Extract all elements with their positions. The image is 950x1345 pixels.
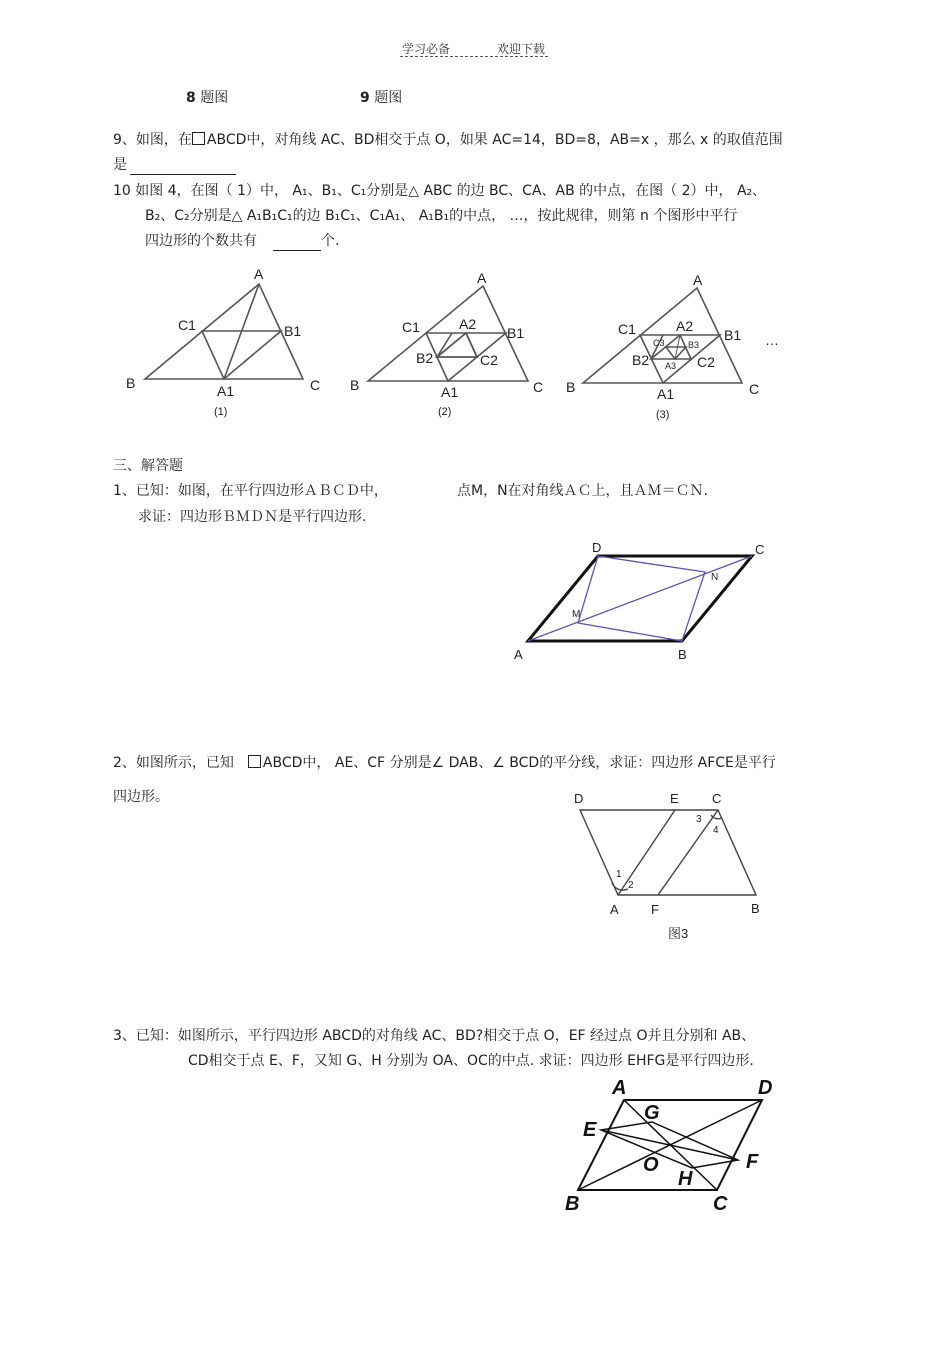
- p1-line1b: 点M，N在对角线ＡＣ上，且ＡＭ＝ＣＮ.: [457, 483, 709, 499]
- p1-label-N: N: [711, 572, 719, 583]
- q9-text-b: ABCD中，对角线 AC、BD相交于点 O，如果 AC=14，BD=8，AB=x ，那么 x 的取值范围: [206, 132, 783, 148]
- p1-line2: 求证：四边形ＢＭＤＮ是平行四边形.: [138, 509, 367, 525]
- p2-line2: 四边形。: [113, 789, 169, 805]
- p3-label-O: O: [643, 1154, 659, 1176]
- fig10-3-A1: A1: [657, 386, 675, 402]
- fig10-2-C2: C2: [480, 352, 498, 368]
- p3-label-E: E: [583, 1119, 597, 1141]
- p2-text-b: ABCD中， AE、CF 分别是∠ DAB、∠ BCD的平分线，求证：四边形 AFCE是平行: [262, 755, 776, 771]
- fig10-1-caption: (1): [214, 406, 228, 418]
- fig10-2-B: B: [350, 377, 360, 393]
- p2-label-C: C: [712, 791, 722, 806]
- fig10-3-B: B: [566, 379, 576, 395]
- p2-label-B: B: [751, 901, 760, 916]
- fig10-3-B2: B2: [632, 352, 650, 368]
- p1-line1a: 1、已知：如图，在平行四边形ＡＢＣＤ中，: [113, 483, 388, 499]
- fig10-3-C3: C3: [653, 338, 665, 348]
- p2-caption: 图3: [668, 926, 689, 941]
- p1-label-C: C: [755, 542, 765, 557]
- fig10-3-C: C: [749, 381, 760, 397]
- fig10-3-caption: (3): [656, 409, 670, 421]
- fig10-1-A: A: [254, 266, 264, 282]
- fig10-2-A1: A1: [441, 384, 459, 400]
- q9-text-l2: 是: [113, 157, 127, 173]
- fig10-2-A: A: [477, 270, 487, 286]
- p3-label-D: D: [758, 1077, 773, 1099]
- caption-fig8-num: 8: [186, 90, 196, 106]
- section3-title: 三、解答题: [113, 458, 183, 474]
- p2-label-A: A: [610, 902, 619, 917]
- p2-angle-4: 4: [713, 825, 719, 836]
- q10-line1: 10 如图 4，在图（ 1）中， A₁、B₁、C₁分别是△ ABC 的边 BC、CA、AB 的中点，在图（ 2）中， A₂、: [113, 183, 767, 199]
- q9-text-a: 9、如图，在: [113, 132, 192, 148]
- p3-label-A: A: [612, 1077, 627, 1099]
- fig10-2-B2: B2: [416, 350, 434, 366]
- header-right: 欢迎下载: [497, 42, 546, 56]
- p3-line1: 3、已知：如图所示，平行四边形 ABCD的对角线 AC、BD?相交于点 O，EF 经过点 O并且分别和 AB、: [113, 1028, 756, 1044]
- caption-fig9-num: 9: [360, 90, 370, 106]
- fig10-1-B1: B1: [284, 323, 302, 339]
- fig10-1-C1: C1: [178, 317, 196, 333]
- p1-label-D: D: [592, 540, 602, 555]
- p1-label-M: M: [572, 609, 581, 620]
- fig10-2-B1: B1: [507, 325, 525, 341]
- p2-text-a: 2、如图所示，已知: [113, 755, 234, 771]
- q10-line2: B₂、C₂分别是△ A₁B₁C₁的边 B₁C₁、C₁A₁、 A₁B₁的中点， …，按此规律，则第 n 个图形中平行: [145, 208, 738, 224]
- fig10-1-C: C: [310, 377, 321, 393]
- fig10-3-C2: C2: [697, 354, 715, 370]
- p1-label-B: B: [678, 647, 687, 662]
- p1-label-A: A: [514, 647, 523, 662]
- q10-text-b: 个.: [321, 233, 340, 249]
- p2-label-E: E: [670, 791, 679, 806]
- header-left: 学习必备: [402, 42, 451, 56]
- fig10-3-B3: B3: [688, 340, 700, 350]
- fig10-3-A3: A3: [665, 361, 677, 371]
- fig10-2-caption: (2): [438, 406, 452, 418]
- p3-label-F: F: [746, 1151, 759, 1173]
- fig10-1-B: B: [126, 375, 136, 391]
- fig10-3-C1: C1: [618, 321, 636, 337]
- fig10-3-A2: A2: [676, 318, 694, 334]
- fig10-3-A: A: [693, 272, 703, 288]
- fig10-ellipsis: …: [765, 332, 779, 348]
- p3-label-C: C: [713, 1193, 728, 1215]
- p2-label-F: F: [651, 902, 659, 917]
- p2-label-D: D: [574, 791, 584, 806]
- p3-label-G: G: [644, 1102, 660, 1124]
- caption-fig9-text: 题图: [374, 90, 403, 106]
- q10-text-a: 四边形的个数共有: [145, 233, 257, 249]
- fig10-2-A2: A2: [459, 316, 477, 332]
- fig10-1-A1: A1: [217, 383, 235, 399]
- p3-label-B: B: [565, 1193, 580, 1215]
- caption-fig8-text: 题图: [200, 90, 229, 106]
- p3-line2: CD相交于点 E、F，又知 G、H 分别为 OA、OC的中点. 求证：四边形 EHFG是平行四边形.: [188, 1053, 754, 1069]
- p2-angle-2: 2: [628, 880, 634, 891]
- p3-segment-ef: [601, 1130, 738, 1160]
- fig10-2-C: C: [533, 379, 544, 395]
- p2-angle-1: 1: [616, 869, 622, 880]
- fig10-2-C1: C1: [402, 319, 420, 335]
- fig10-3-B1: B1: [724, 327, 742, 343]
- p2-angle-3: 3: [696, 814, 702, 825]
- p3-label-H: H: [678, 1168, 693, 1190]
